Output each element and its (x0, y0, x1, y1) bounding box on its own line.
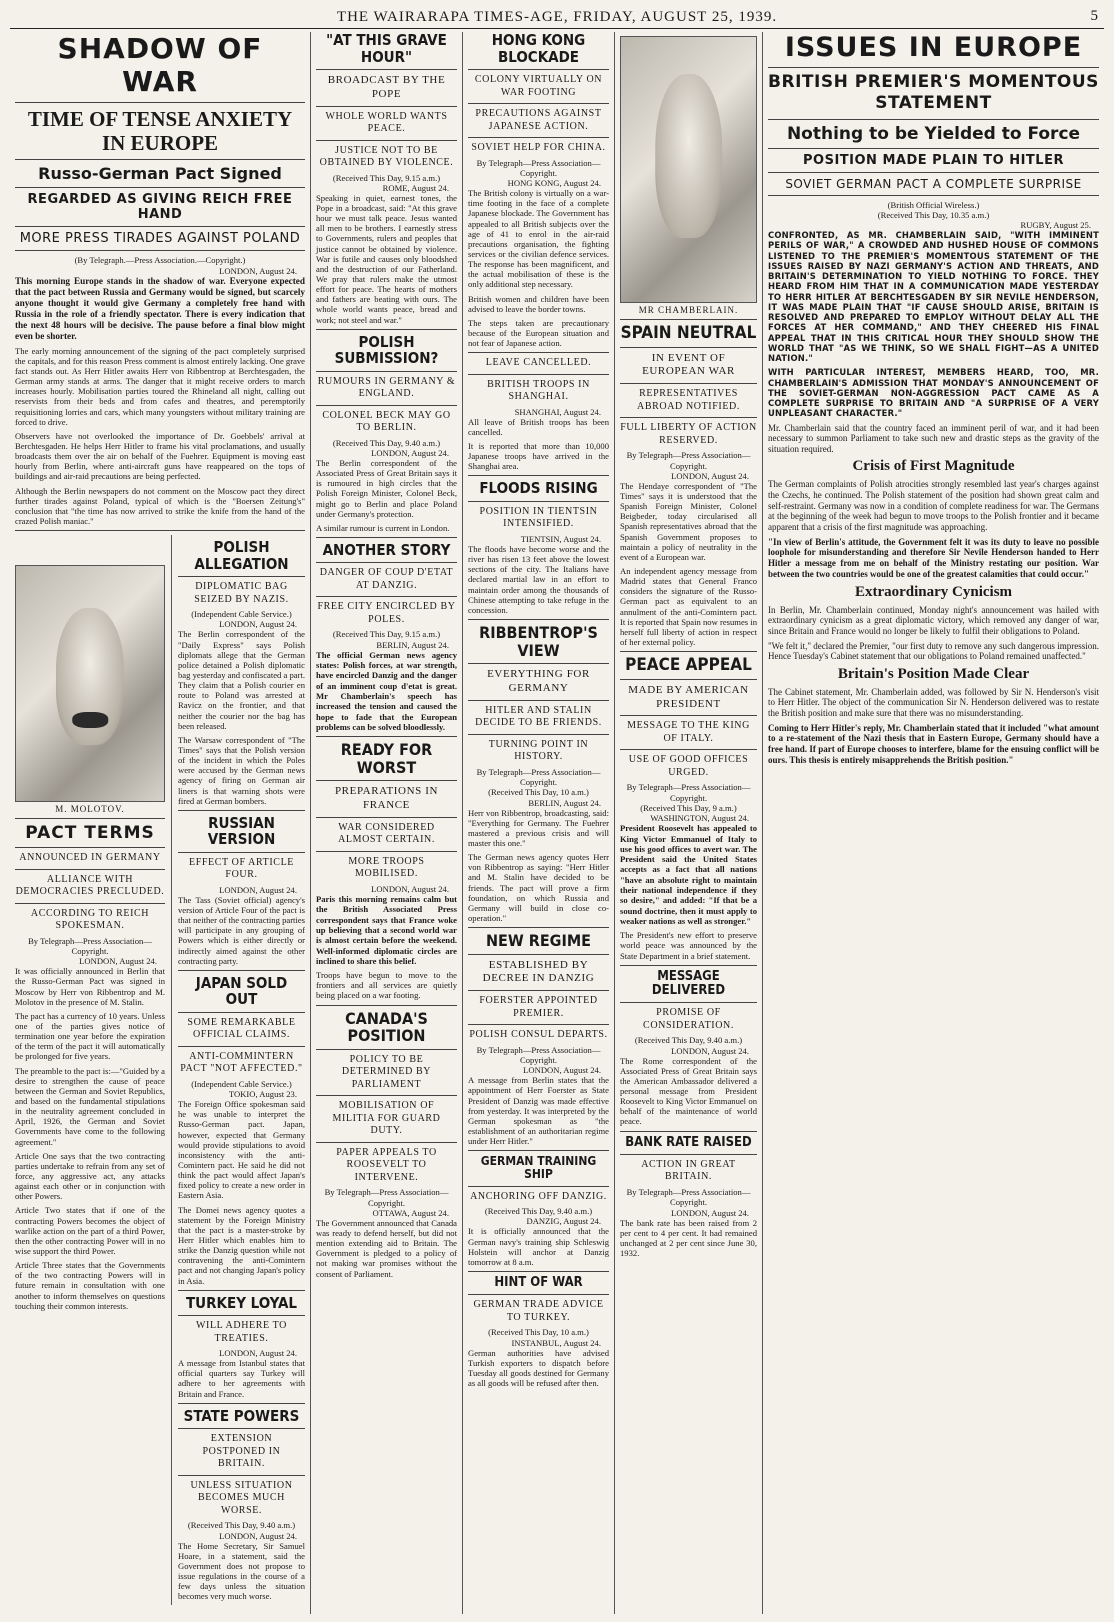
article-paragraph: A similar rumour is current in London. (316, 522, 450, 533)
article-paragraph: Observers have not overlooked the importance of Dr. Goebbels' arrival at Berchtesgaden. He helps Herr Hitler to frame his vital proclamations, and usually broadcasts them over the air on behalf of the Fuehrer. Equipment is moving east hourly from Berlin, where anti-aircraft guns have reappeared on the tops of buildings and air-raid precautions are being perfected. (15, 430, 305, 482)
credit-line: By Telegraph—Press Association—Copyright. (476, 766, 601, 787)
credit-line: (Independent Cable Service.) (191, 609, 292, 620)
subhead: SOME REMARKABLE OFFICIAL CLAIMS. (187, 1016, 296, 1041)
article-paragraph: The Government announced that Canada was ready to defend herself, but did not mention extending aid to Britain. The Government is pledged to a policy of not making war promises without the consent of Parliament. (316, 1217, 457, 1279)
subhead-crisis: Crisis of First Magnitude (852, 458, 1015, 475)
subhead: MORE TROOPS MOBILISED. (348, 855, 425, 880)
credit-line: By Telegraph—Press Association—Copyright. (324, 1187, 449, 1208)
page-number: 5 (1090, 8, 1098, 24)
credit-line: (By Telegraph.—Press Association.—Copyright.) (74, 255, 246, 266)
lead-story-column (10, 32, 310, 1614)
credit-line: By Telegraph—Press Association—Copyright. (476, 1044, 601, 1065)
headline-issues-in-europe: ISSUES IN EUROPE (784, 32, 1083, 63)
dateline: LONDON, August 24. (219, 265, 297, 276)
column-hong-kong (463, 32, 614, 1614)
dateline: LONDON, August 24. (219, 884, 297, 895)
article-paragraph: It was officially announced in Berlin that the Russo-German Pact was signed in Moscow by Herr von Ribbentrop and M. Molotov in the presence of M. Stalin. (15, 966, 165, 1007)
article-paragraph: Mr. Chamberlain said that the country faced an imminent peril of war, and it had been necessary to summon Parliament to take such new and drastic steps as the gravity of the situation required. (768, 422, 1099, 454)
headline-turkey-loyal: TURKEY LOYAL (185, 1293, 298, 1312)
subhead: ANCHORING OFF DANZIG. (470, 1190, 607, 1202)
article-paragraph: British women and children have been advised to leave the border towns. (468, 293, 609, 314)
subhead: PAPER APPEALS TO ROOSEVELT TO INTERVENE. (336, 1146, 437, 1183)
article-paragraph: The Rome correspondent of the Associated Press of Great Britain says the American Ambassador delivered a personal message from President Roosevelt to King Victor Emmanuel on behalf of the maintenance of world peace. (620, 1055, 757, 1127)
credit-line: By Telegraph—Press Association—Copyright. (28, 935, 152, 956)
article-paragraph: President Roosevelt has appealed to King Victor Emmanuel of Italy to use his good offices to avert war. The President said the United States accepts as a fact that all nations "have an absolute right to maintain their national independence if they so desire," and added: "If that be a sound doctrine, then it must apply to weaker nations as well as stronger." (620, 823, 757, 926)
subhead: EXTENSION POSTPONED IN BRITAIN. (202, 1433, 281, 1470)
received-line: (Received This Day, 9.40 a.m.) (634, 1035, 743, 1046)
received-line: (Received This Day, 10 a.m.) (488, 1327, 589, 1338)
subhead: COLONEL BECK MAY GO TO BERLIN. (322, 409, 451, 434)
sub-column (178, 535, 305, 1605)
dateline: RUGBY, August 25. (1020, 220, 1091, 231)
photo-caption: M. MOLOTOV. (55, 804, 125, 815)
received-line: (Received This Day, 9 a.m.) (640, 802, 737, 813)
subhead: PRECAUTIONS AGAINST JAPANESE ACTION. (475, 108, 602, 132)
subhead: FREE CITY ENCIRCLED BY POLES. (317, 601, 456, 625)
headline-spain-neutral: SPAIN NEUTRAL (620, 323, 757, 343)
article-paragraph: The Domei news agency quotes a statement by the Foreign Ministry that the pact is a master-stroke by Herr Hitler which enables him to strike the Danzig question while not contravening the anti-Comintern pact and not changing Japan's policy in Asia. (178, 1204, 305, 1286)
photo-caption: MR CHAMBERLAIN. (638, 305, 739, 315)
subhead: ACTION IN GREAT BRITAIN. (641, 1158, 736, 1183)
dateline: LONDON, August 24. (523, 1065, 601, 1076)
subhead-pact-signed: Russo-German Pact Signed (38, 164, 282, 184)
subhead-premiers-statement: BRITISH PREMIER'S MOMENTOUS STATEMENT (768, 72, 1099, 114)
masthead (10, 6, 1104, 29)
subhead: EFFECT OF ARTICLE FOUR. (189, 856, 294, 881)
molotov-photo (15, 565, 165, 802)
dateline: LONDON, August 24. (671, 1207, 749, 1218)
headline-japan-sold-out: JAPAN SOLD OUT (195, 973, 288, 1009)
lead-paragraph: This morning Europe stands in the shadow of war. Everyone expected that the pact between Russia and Germany would be signed, but scarcely anyone thought it would give Germany a completely free hand with Russia in the role of a friendly spectator. There is every indication that the next 48 hours will be decisive. The pause before a final blow might even be shorter. (15, 275, 305, 341)
article-paragraph: Article One says that the two contracting parties undertake to refrain from any set of force, any aggressive act, any attacks against each other or in conjunction with other Powers. (15, 1150, 165, 1202)
article-paragraph: The preamble to the pact is:—"Guided by a desire to strengthen the cause of peace between the German and Soviet Republics, and based on the fundamental stipulations in the neutrality agreement concluded in April, 1926, the German and Soviet Governments have come to the following agreement." (15, 1065, 165, 1147)
article-paragraph: German authorities have advised Turkish exporters to dispatch before Tuesday all goods destined for Germany as all goods will be refused after then. (468, 1347, 609, 1389)
article-paragraph: The floods have become worse and the river has risen 13 feet above the lowest sections of the city. The Italians have declared martial law in an effort to maintain order among the thousands of Chinese attempting to take refuge in the concession. (468, 543, 609, 615)
dateline: HONG KONG, August 24. (507, 178, 601, 189)
article-paragraph: "In view of Berlin's attitude, the Government felt it was its duty to leave no possible loophole for misunderstanding and therefore Sir Nevile Henderson handed to Herr Hitler a message from me on behalf of the Ministry restating our position. War between the two countries would be one of the greatest calamities that could occur." (768, 536, 1099, 579)
article-paragraph: A message from Berlin states that the appointment of Herr Foerster as State President of Danzig was made effective from yesterday. It was interpreted by the German spokesman as "the establishment of an authoritarian regime under Herr Hitler." (468, 1075, 609, 1147)
article-paragraph: Troops have begun to move to the frontiers and all services are quietly being placed on a war footing. (316, 970, 457, 1001)
article-paragraph: Speaking in quiet, earnest tones, the Pope in a broadcast, said: "At this grave hour we must talk peace. Jesus wanted all men to be brothers. I earnestly stress to Governments, rulers and peoples that justice cannot be obtained by violence. War is futile and causes only bloodshed and the destruction of our Fatherland. We pray that rulers make the utmost effort for peace. The hearts of mothers and fathers are beating with ours. The whole world wants peace, bread and work; not steel and war." (316, 192, 457, 325)
chamberlain-photo (620, 36, 757, 303)
headline-ribbentrops-view: RIBBENTROP'S VIEW (479, 622, 598, 660)
article-paragraph: "We felt it," declared the Premier, "our first duty to remove any such dangerous impression. Hence Tuesday's Cabinet statement that our obligations to Poland remained unaffected." (768, 640, 1099, 662)
article-paragraph: Article Three states that the Governments of the two contracting Powers will in future remain in consultation with one another to inform themselves on questions touching their common interests. (15, 1260, 165, 1311)
headline-message-delivered: MESSAGE DELIVERED (651, 968, 726, 999)
article-paragraph: It is reported that more than 10,000 Japanese troops have arrived in the Shanghai area. (468, 441, 609, 472)
masthead-title: THE WAIRARAPA TIMES-AGE, FRIDAY, AUGUST 25, 1939. (336, 8, 778, 25)
subhead: PROMISE OF CONSIDERATION. (643, 1007, 734, 1031)
subhead: BROADCAST BY THE POPE (327, 74, 446, 100)
dateline: LONDON, August 24. (79, 956, 157, 967)
dateline: LONDON, August 24. (671, 470, 749, 481)
subhead-soviet-surprise: SOVIET GERMAN PACT A COMPLETE SURPRISE (785, 176, 1082, 191)
headline-state-powers: STATE POWERS (183, 1406, 300, 1425)
subhead: ANNOUNCED IN GERMANY (19, 852, 161, 864)
headline-russian-version: RUSSIAN VERSION (207, 813, 276, 849)
received-line: (Received This Day, 9.15 a.m.) (332, 629, 441, 640)
received-line: (Received This Day, 9.40 a.m.) (332, 437, 441, 448)
article-paragraph: Article Two states that if one of the contracting Powers becomes the object of warlike action on the part of a third Power, then the other contracting Power will in no wise support the third Power. (15, 1205, 165, 1256)
article-paragraph: The early morning announcement of the signing of the pact completely surprised the capitals, and for this reason Press comment is almost entirely lacking. One grave fact stands out. As Herr Hitler awaits Herr von Ribbentrop at Berchtesgaden, the German army stands at arms. The danger that it might receive orders to march increases hourly. Mobilisation parties toured the Rhineland all night, calling out reservists from their beds and from cafes and theatres, and peremptorily requisitioning lorries and cars, which many youngsters without military training are forced to drive. (15, 345, 305, 427)
headline-shadow-of-war: SHADOW OF WAR (57, 32, 263, 98)
dateline: TIENTSIN, August 24. (520, 533, 601, 544)
article-paragraph: The German news agency quotes Herr von Ribbentrop as saying: "Herr Hitler and M. Stalin have decided to be friends. The pact will prove a firm foundation, on which Russia and Germany will build in close co-operation." (468, 852, 609, 923)
article-paragraph: A message from Istanbul states that official quarters say Turkey will adhere to her agreements with Britain and France. (178, 1358, 305, 1399)
article-paragraph: An independent agency message from Madrid states that General Franco considers the signature of the Russo-German pact as equivalent to an annulment of the anti-Comintern pact. It is reported that Spain now resumes in herself full liberty of action in respect of her external policy. (620, 565, 757, 647)
dateline: TOKIO, August 23. (228, 1089, 297, 1100)
subhead: ANTI-COMMINTERN PACT "NOT AFFECTED." (180, 1050, 303, 1075)
subhead: DIPLOMATIC BAG SEIZED BY NAZIS. (194, 581, 289, 605)
article-paragraph: The British colony is virtually on a war-time footing in the face of a complete Japanese blockade. The Government has appealed to all British subjects over the age of 41 to enrol in the air-raid precautions organisation, the fighting services or the civilian defence services. The response has been magnificent, and the actual mobilisation of these is the only additional step necessary. (468, 188, 609, 290)
received-line: (Received This Day, 9.40 a.m.) (187, 1520, 296, 1531)
headline-pact-terms: PACT TERMS (25, 823, 155, 844)
article-paragraph: Coming to Herr Hitler's reply, Mr. Chamberlain stated that it included "what amount to a re-statement of the Nazi thesis that in Eastern Europe, Germany should have a free hand. If part of Europe chooses to interfere, blame for the ensuing conflict will be ours. This thesis is entirely misapprehends the British position." (768, 722, 1099, 765)
dateline: WASHINGTON, August 24. (650, 813, 749, 824)
article-paragraph: The Foreign Office spokesman said he was unable to interpret the Russo-German pact. Japan, however, expected that Germany would provide stipulations to avoid inconsistency with the anti-Comintern pact. He said he did not think the pact would affect Japan's fixed policy to create a new order in Eastern Asia. (178, 1099, 305, 1201)
credit-line: By Telegraph—Press Association—Copyright. (476, 157, 601, 178)
article-paragraph: Although the Berlin newspapers do not comment on the Moscow pact they direct further tirades against Poland, typical of which is the "Boersen Zeitung's" conclusion that "the time has now arrived to strike the knife from the hand of the crazed Polish maniac." (15, 485, 305, 527)
subhead: HITLER AND STALIN DECIDE TO BE FRIENDS. (475, 704, 602, 729)
headline-floods-rising: FLOODS RISING (479, 479, 598, 498)
issues-in-europe-column (763, 32, 1104, 1614)
subhead: MESSAGE TO THE KING OF ITALY. (627, 720, 750, 744)
article-paragraph: The Hendaye correspondent of "The Times" says it is understood that the Spanish Foreign Minister, Colonel Beigbeder, today circularised all Spanish representatives abroad that the Spanish Government proposes to maintain a policy of neutrality in the event of a European war. (620, 480, 757, 562)
dateline: ROME, August 24. (382, 182, 449, 193)
subhead: POSITION IN TIENTSIN INTENSIFIED. (479, 505, 598, 530)
headline-bank-rate-raised: BANK RATE RAISED (625, 1134, 752, 1150)
dateline: INSTANBUL, August 24. (511, 1337, 601, 1348)
credit-line: By Telegraph—Press Association—Copyright. (626, 782, 751, 803)
subhead: MOBILISATION OF MILITIA FOR GUARD DUTY. (332, 1100, 441, 1137)
dateline: LONDON, August 24. (371, 883, 449, 894)
article-paragraph: The Berlin correspondent of the Associated Press of Great Britain says it is rumoured in high circles that the Polish Foreign Minister, Colonel Beck, might go to Berlin and place Poland under Germany's protection. (316, 457, 457, 519)
subhead: UNLESS SITUATION BECOMES MUCH WORSE. (190, 1479, 293, 1516)
subhead: FULL LIBERTY OF ACTION RESERVED. (620, 422, 757, 446)
dateline: LONDON, August 24. (671, 1045, 749, 1056)
headline-ready-for-worst: READY FOR WORST (340, 740, 433, 777)
credit-line: (Independent Cable Service.) (191, 1078, 292, 1089)
subhead: EVERYTHING FOR GERMANY (487, 668, 590, 694)
dateline: SHANGHAI, August 24. (514, 406, 601, 417)
article-paragraph: The Home Secretary, Sir Samuel Hoare, in a statement, said the Government does not propose to issue regulations in the course of a few days unless the situation becomes very much worse. (178, 1540, 305, 1602)
subhead-press-tirades: MORE PRESS TIRADES AGAINST POLAND (19, 231, 301, 247)
subhead: PREPARATIONS IN FRANCE (334, 785, 439, 812)
received-line: (Received This Day, 9.15 a.m.) (332, 172, 441, 183)
article-paragraph: All leave of British troops has been cancelled. (468, 416, 609, 437)
subhead: USE OF GOOD OFFICES URGED. (628, 754, 749, 778)
headline-another-story: ANOTHER STORY (322, 540, 451, 559)
dateline: DANZIG, August 24. (526, 1216, 601, 1227)
headline-hong-kong-blockade: HONG KONG BLOCKADE (491, 32, 586, 66)
article-paragraph: The Cabinet statement, Mr. Chamberlain added, was followed by Sir N. Henderson's visit to Herr Hitler. The object of the communication Sir N. Henderson delivered was to restate the British position and make sure that there was no misunderstanding. (768, 686, 1099, 718)
article-paragraph: Herr von Ribbentrop, broadcasting, said: "Everything for Germany. The Fuehrer mastered a previous crisis and will master this one." (468, 807, 609, 848)
dateline: BERLIN, August 24. (376, 639, 449, 650)
headline-grave-hour: "AT THIS GRAVE HOUR" (326, 32, 447, 66)
subhead-position-plain: POSITION MADE PLAIN TO HITLER (803, 152, 1064, 168)
subhead: GERMAN TRADE ADVICE TO TURKEY. (473, 1299, 604, 1323)
subhead: TURNING POINT IN HISTORY. (488, 738, 589, 763)
credit-line: By Telegraph—Press Association—Copyright. (626, 450, 751, 471)
article-paragraph: The Warsaw correspondent of "The Times" says that the Polish version of the incident in which the Poles were accused by the German news agency of firing on German air liners is that warning shots were fired at German bombers. (178, 734, 305, 806)
subhead: FOERSTER APPOINTED PREMIER. (479, 995, 598, 1019)
subhead-britains-position: Britain's Position Made Clear (837, 665, 1030, 682)
subhead: WAR CONSIDERED ALMOST CERTAIN. (338, 821, 435, 846)
subhead: SOVIET HELP FOR CHINA. (471, 142, 606, 153)
subhead: POLISH CONSUL DEPARTS. (469, 1029, 608, 1041)
headline-training-ship: GERMAN TRAINING SHIP (480, 1154, 597, 1182)
headline-hint-of-war: HINT OF WAR (494, 1275, 583, 1291)
headline-new-regime: NEW REGIME (485, 931, 592, 951)
subhead: WHOLE WORLD WANTS PEACE. (325, 110, 448, 134)
dateline: LONDON, August 24. (219, 1530, 297, 1541)
headline-canadas-position: CANADA'S POSITION (345, 1008, 428, 1046)
received-line: (Received This Day, 10.35 a.m.) (877, 209, 990, 220)
dateline: LONDON, August 24. (219, 619, 297, 630)
article-paragraph: The Tass (Soviet official) agency's version of Article Four of the pact is that neither of the contracting parties will participate in any grouping of Powers which is either directly or indirectly aimed against the other contracting party. (178, 894, 305, 966)
subhead: DANGER OF COUP D'ETAT AT DANZIG. (319, 567, 454, 591)
credit-line: (British Official Wireless.) (887, 199, 980, 210)
subhead: ACCORDING TO REICH SPOKESMAN. (30, 907, 150, 932)
headline-polish-submission: POLISH SUBMISSION? (334, 332, 439, 368)
article-paragraph: The bank rate has been raised from 2 per cent to 4 per cent. It had remained unchanged at 2 per cent since June 30, 1932. (620, 1217, 757, 1258)
subhead-nothing-yielded: Nothing to be Yielded to Force (786, 123, 1081, 144)
subhead: LEAVE CANCELLED. (485, 357, 592, 369)
subhead: JUSTICE NOT TO BE OBTAINED BY VIOLENCE. (319, 144, 454, 168)
subhead: ALLIANCE WITH DEMOCRACIES PRECLUDED. (15, 873, 165, 898)
article-paragraph: Paris this morning remains calm but the British Associated Press correspondent says that France woke up believing that a second world war is almost certain before the weekend. Well-informed diplomatic circles are inclined to share this belief. (316, 893, 457, 966)
subhead: BRITISH TROOPS IN SHANGHAI. (487, 378, 590, 403)
lead-paragraph: WITH PARTICULAR INTEREST, MEMBERS HEARD, TOO, MR. CHAMBERLAIN'S ADMISSION THAT MONDAY'S ANNOUNCEMENT OF THE SOVIET-GERMAN NON-AGGRESSION PACT CAME AS A COMPLETE SURPRISE TO BRITAIN AND "A SURPRISE OF A VERY UNPLEASANT CHARACTER." (768, 367, 1099, 419)
credit-line: By Telegraph—Press Association—Copyright. (626, 1186, 751, 1208)
article-paragraph: The Berlin correspondent of the "Daily Express" says Polish diplomats allege that the German police detained a Polish diplomatic bag yesterday and confiscated a part. They claim that a Polish courier en route to Poland was arrested at Ravicz on the frontier, and that neither the courier nor the bag has been released. (178, 629, 305, 731)
received-line: (Received This Day, 10 a.m.) (488, 787, 589, 798)
article-paragraph: The steps taken are precautionary because of the European situation and not fear of Japanese action. (468, 317, 609, 349)
dateline: LONDON, August 24. (219, 1348, 297, 1359)
article-paragraph: The President's new effort to preserve world peace was announced by the State Department in a brief statement. (620, 930, 757, 961)
article-paragraph: The German complaints of Polish atrocities strongly resembled last year's charges against the Czechs, he continued. The Polish statement of the position had shown great calm and self-restraint. Germany was now in a condition of complete readiness for war. The Germans at the beginning of the week had begun to move troops to the Polish frontier and it became apparent that a crisis of the first magnitude was approaching. (768, 479, 1099, 532)
headline-peace-appeal: PEACE APPEAL (625, 655, 752, 676)
dateline: LONDON, August 24. (371, 447, 449, 458)
subhead-free-hand: REGARDED AS GIVING REICH FREE HAND (27, 192, 293, 223)
received-line: (Received This Day, 9.40 a.m.) (484, 1206, 593, 1217)
article-paragraph: It is officially announced that the German navy's training ship Schleswig Holstein will anchor at Danzig tomorrow at 8 a.m. (468, 1226, 609, 1267)
subhead: RUMOURS IN GERMANY & ENGLAND. (317, 375, 456, 400)
subhead: COLONY VIRTUALLY ON WAR FOOTING (474, 74, 603, 98)
subhead-tense-anxiety: TIME OF TENSE ANXIETY IN EUROPE (27, 107, 293, 156)
article-paragraph: The official German news agency states: Polish forces, at war strength, have encircled Danzig and the danger of an imminent coup d'etat is great. Mr Chamberlain's speech has increased the tension and caused the hope to fade that the European problems can be solved bloodlessly. (316, 649, 457, 732)
subhead: WILL ADHERE TO TREATIES. (196, 1320, 287, 1344)
column-pope (311, 32, 462, 1614)
article-paragraph: In Berlin, Mr. Chamberlain continued, Monday night's announcement was hailed with extraordinary cynicism as a great diplomatic victory, which removed any danger of war, since Britain and France would no longer be likely to fulfil their obligations to Poland. (768, 604, 1099, 636)
columns (10, 32, 1104, 1614)
article-paragraph: The pact has a currency of 10 years. Unless one of the parties gives notice of termination one year before the expiration of the term of the pact it will automatically be prolonged for five years. (15, 1010, 165, 1062)
subhead-cynicism: Extraordinary Cynicism (854, 583, 1013, 600)
subhead: POLICY TO BE DETERMINED BY PARLIAMENT (341, 1053, 432, 1090)
subhead: MADE BY AMERICAN PRESIDENT (628, 683, 749, 710)
lead-paragraph: CONFRONTED, AS MR. CHAMBERLAIN SAID, "WITH IMMINENT PERILS OF WAR," A CROWDED AND HUSHED HOUSE OF COMMONS LISTENED TO THE PREMIER'S MOMENTOUS STATEMENT OF THE ISSUES RAISED BY NAZI GERMANY'S ACTION AND THREATS, AND BRITAIN'S DETERMINATION TO YIELD NOTHING TO FORCE. THEY HEARD FROM HIM THAT IN A COMMUNICATION MADE YESTERDAY TO HERR HITLER AT BERCHTESGADEN BY SIR NEVILE HENDERSON, IT WAS MADE PLAIN THAT "IF CAUSE SHOULD ARISE, BRITAIN IS RESOLVED AND PREPARED TO EMPLOY WITHOUT DELAY ALL THE FORCES AT HER COMMAND," AND THEY CHEERED HIS FINAL APPEAL THAT IN THIS CRITICAL HOUR THEY SHOULD SHOW THE WORLD THAT "AS WE THINK, SO WE SHALL FIGHT—AS A UNITED NATION." (768, 230, 1099, 364)
dateline: BERLIN, August 24. (528, 797, 601, 808)
subhead: REPRESENTATIVES ABROAD NOTIFIED. (637, 388, 740, 412)
subhead: IN EVENT OF EUROPEAN WAR (642, 351, 735, 378)
subhead: ESTABLISHED BY DECREE IN DANZIG (482, 958, 595, 985)
headline-polish-allegation: POLISH ALLEGATION (194, 538, 289, 573)
dateline: OTTAWA, August 24. (372, 1207, 449, 1218)
column-spain (615, 32, 762, 1614)
